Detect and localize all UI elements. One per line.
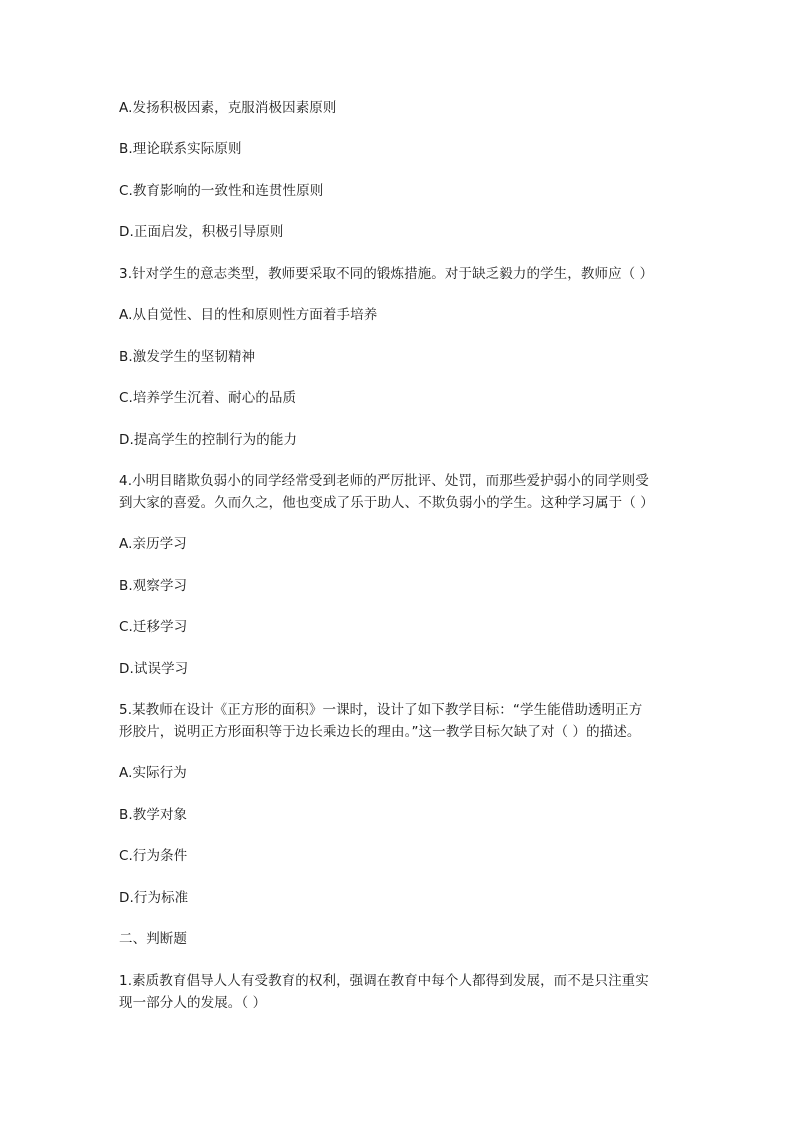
q4-stem-line-2: 到大家的喜爱。久而久之，他也变成了乐于助人、不欺负弱小的学生。这种学习属于（ ） — [119, 495, 654, 511]
q2-option-c: C.教育影响的一致性和连贯性原则 — [119, 183, 324, 199]
judgment-q1-line-2: 现一部分人的发展。（ ） — [119, 995, 267, 1011]
q4-option-b: B.观察学习 — [119, 578, 188, 594]
q4-stem-line-1: 4.小明目睹欺负弱小的同学经常受到老师的严厉批评、处罚，而那些爱护弱小的同学则受 — [119, 473, 649, 489]
q2-option-d: D.正面启发，积极引导原则 — [119, 224, 284, 240]
q4-option-c: C.迁移学习 — [119, 619, 188, 635]
q5-stem-line-1: 5.某教师在设计《正方形的面积》一课时，设计了如下教学目标：“学生能借助透明正方 — [119, 702, 643, 718]
q3-option-d: D.提高学生的控制行为的能力 — [119, 432, 298, 448]
q3-option-b: B.激发学生的坚韧精神 — [119, 349, 256, 365]
q4-option-d: D.试误学习 — [119, 661, 189, 677]
q2-option-a: A.发扬积极因素，克服消极因素原则 — [119, 100, 337, 116]
q4-option-a: A.亲历学习 — [119, 536, 187, 552]
q3-stem: 3.针对学生的意志类型，教师要采取不同的锻炼措施。对于缺乏毅力的学生，教师应（ ） — [119, 266, 654, 282]
q5-option-a: A.实际行为 — [119, 765, 187, 781]
q5-option-c: C.行为条件 — [119, 848, 188, 864]
q5-option-b: B.教学对象 — [119, 807, 188, 823]
q2-option-b: B.理论联系实际原则 — [119, 141, 242, 157]
q5-option-d: D.行为标准 — [119, 890, 189, 906]
q3-option-a: A.从自觉性、目的性和原则性方面着手培养 — [119, 307, 378, 323]
q3-option-c: C.培养学生沉着、耐心的品质 — [119, 390, 297, 406]
q5-stem-line-2: 形胶片，说明正方形面积等于边长乘边长的理由。”这一教学目标欠缺了对（ ）的描述。 — [119, 724, 641, 740]
judgment-q1-line-1: 1.素质教育倡导人人有受教育的权利，强调在教育中每个人都得到发展，而不是只注重实 — [119, 973, 649, 989]
section-heading: 二、判断题 — [119, 931, 187, 947]
